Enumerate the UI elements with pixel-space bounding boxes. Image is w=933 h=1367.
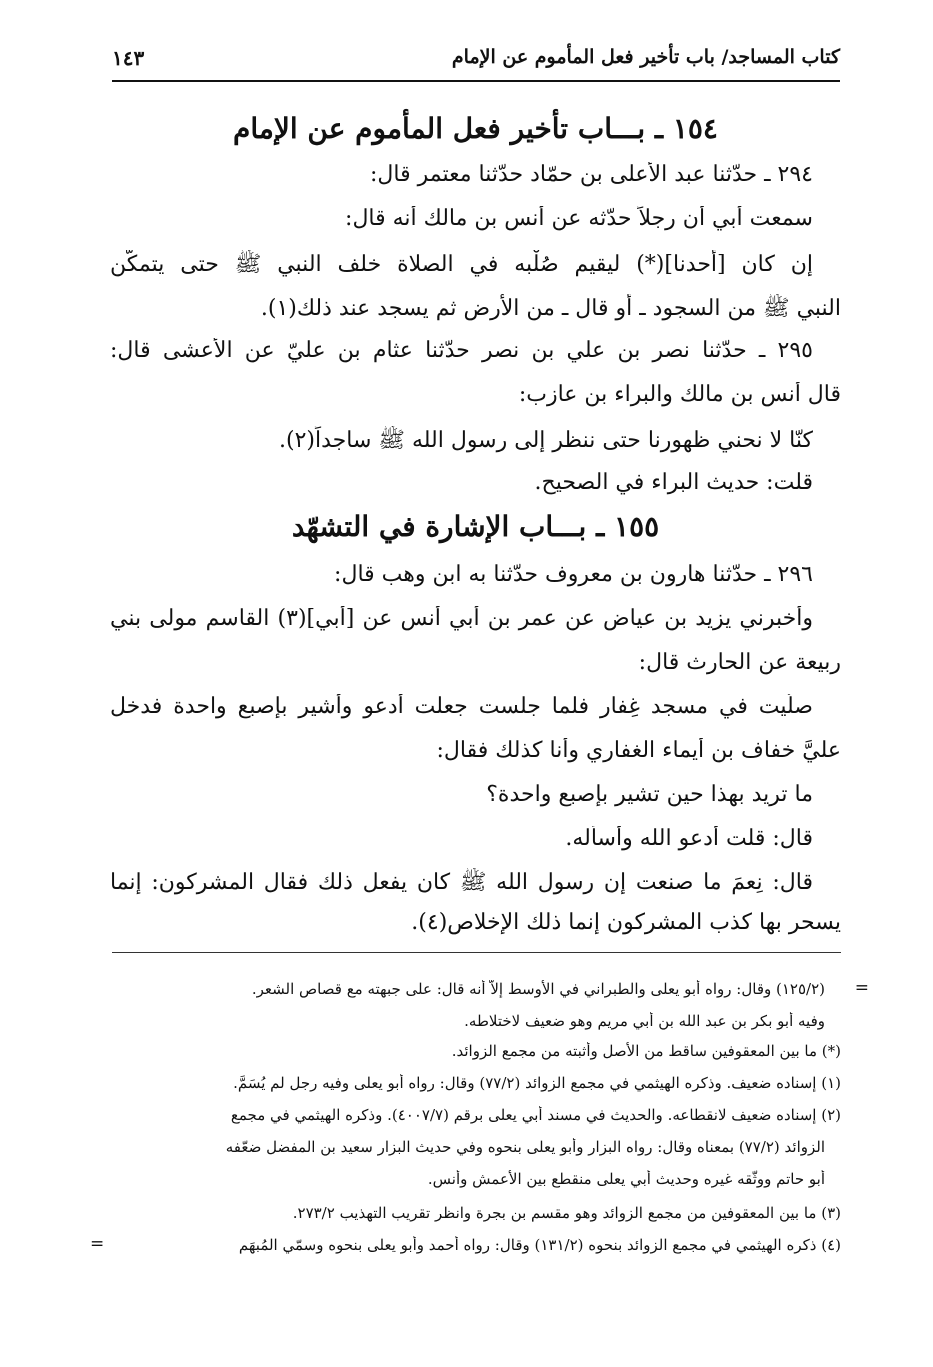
footnote-4: (٤) ذكره الهيثمي في مجمع الزوائد بنحوه (١٣١/٢) وقال: رواه أحمد وأبو يعلى بنحوه وسمّي المُبهَم — [238, 1236, 841, 1254]
header-rule — [112, 80, 840, 82]
hadith-295-line-3: كنّا لا نحني ظهورنا حتى ننظر إلى رسول الله ﷺ ساجداً(٢). — [279, 428, 813, 453]
header-title: كتاب المساجد/ باب تأخير فعل المأموم عن الإمام — [451, 46, 840, 68]
footnote-separator — [112, 952, 841, 953]
footnote-2-line-1: (٢) إسناده ضعيف لانقطاعه. والحديث في مسند أبي يعلى برقم (٤٠٠٧/٧). وذكره الهيثمي في مجمع — [230, 1106, 841, 1124]
hadith-296-line-9: يسحر بها كذب المشركون إنما ذلك الإخلاص(٤). — [411, 910, 841, 935]
hadith-296-line-8: قال: نِعمَ ما صنعت إن رسول الله ﷺ كان يفعل ذلك فقال المشركون: إنما — [110, 870, 813, 895]
hadith-296-line-5: عليَّ خفاف بن أيماء الغفاري وأنا كذلك فقال: — [436, 738, 841, 763]
hadith-294-line-4: النبي ﷺ من السجود ـ أو قال ـ من الأرض ثم يسجد عند ذلك(١). — [260, 296, 841, 321]
footnote-3: (٣) ما بين المعقوفين من مجمع الزوائد وهو مقسم بن بجرة وانظر تقريب التهذيب ٢٧٣/٢. — [292, 1204, 841, 1222]
continuation-mark-bottom: = — [90, 1234, 105, 1254]
footnote-2-line-2: الزوائد (٧٧/٢) بمعناه وقال: رواه البزار وأبو يعلى بنحوه وفي حديث البزار سعيد بن المفضل ضعّفه — [225, 1138, 825, 1156]
chapter-heading-155: ١٥٥ ـ بـــاب الإشارة في التشهّد — [291, 510, 660, 543]
hadith-296-line-6: ما تريد بهذا حين تشير بإصبع واحدة؟ — [486, 782, 813, 807]
running-header — [112, 40, 840, 84]
chapter-heading-154: ١٥٤ ـ بـــاب تأخير فعل المأموم عن الإمام — [233, 112, 718, 145]
hadith-296-line-1: ٢٩٦ ـ حدّثنا هارون بن معروف حدّثنا به ابن وهب قال: — [334, 562, 813, 587]
page-number: ١٤٣ — [112, 46, 145, 70]
hadith-294-line-1: ٢٩٤ ـ حدّثنا عبد الأعلى بن حمّاد حدّثنا معتمر قال: — [370, 162, 813, 187]
continuation-mark-top: = — [854, 978, 869, 998]
footnote-asterisk: (*) ما بين المعقوفين ساقط من الأصل وأثبته من مجمع الزوائد. — [451, 1042, 841, 1060]
footnote-continued-line-1: (١٢٥/٢) وقال: رواه أبو يعلى والطبراني في الأوسط إلاّ أنه قال: على جبهته مع قصاص الشعر. — [251, 980, 825, 998]
footnote-1: (١) إسناده ضعيف. وذكره الهيثمي في مجمع الزوائد (٧٧/٢) وقال: رواه أبو يعلى وفيه رجل لم يُسَمَّ. — [233, 1074, 841, 1092]
hadith-296-line-7: قال: قلت أدعو الله وأسأله. — [565, 826, 813, 851]
hadith-294-line-2: سمعت أبي أن رجلاً حدّثه عن أنس بن مالك أنه قال: — [345, 206, 813, 231]
hadith-295-line-1: ٢٩٥ ـ حدّثنا نصر بن علي بن نصر حدّثنا عثام بن عليّ عن الأعشى قال: — [110, 338, 813, 363]
hadith-296-line-4: صلّيت في مسجد غِفار فلما جلست جعلت أدعو وأُشير بإصبع واحدة فدخل — [110, 694, 813, 719]
footnote-continued-line-2: وفيه أبو بكر بن عبد الله بن أبي مريم وهو ضعيف لاختلاطه. — [464, 1012, 825, 1030]
hadith-296-line-3: ربيعة عن الحارث قال: — [638, 650, 841, 675]
hadith-296-line-2: وأخبرني يزيد بن عياض عن عمر بن أبي أنس عن [أبي](٣) القاسم مولى بني — [110, 606, 813, 631]
hadith-294-line-3: إن كان [أحدنا](*) ليقيم صُلْبه في الصلاة خلف النبي ﷺ حتى يتمكّن — [110, 252, 813, 277]
commentary-line: قلت: حديث البراء في الصحيح. — [534, 470, 813, 495]
footnote-2-line-3: أبو حاتم ووثّقه غيره وحديث أبي يعلى منقطع بين الأعمش وأنس. — [427, 1170, 825, 1188]
hadith-295-line-2: قال أنس بن مالك والبراء بن عازب: — [518, 382, 841, 407]
